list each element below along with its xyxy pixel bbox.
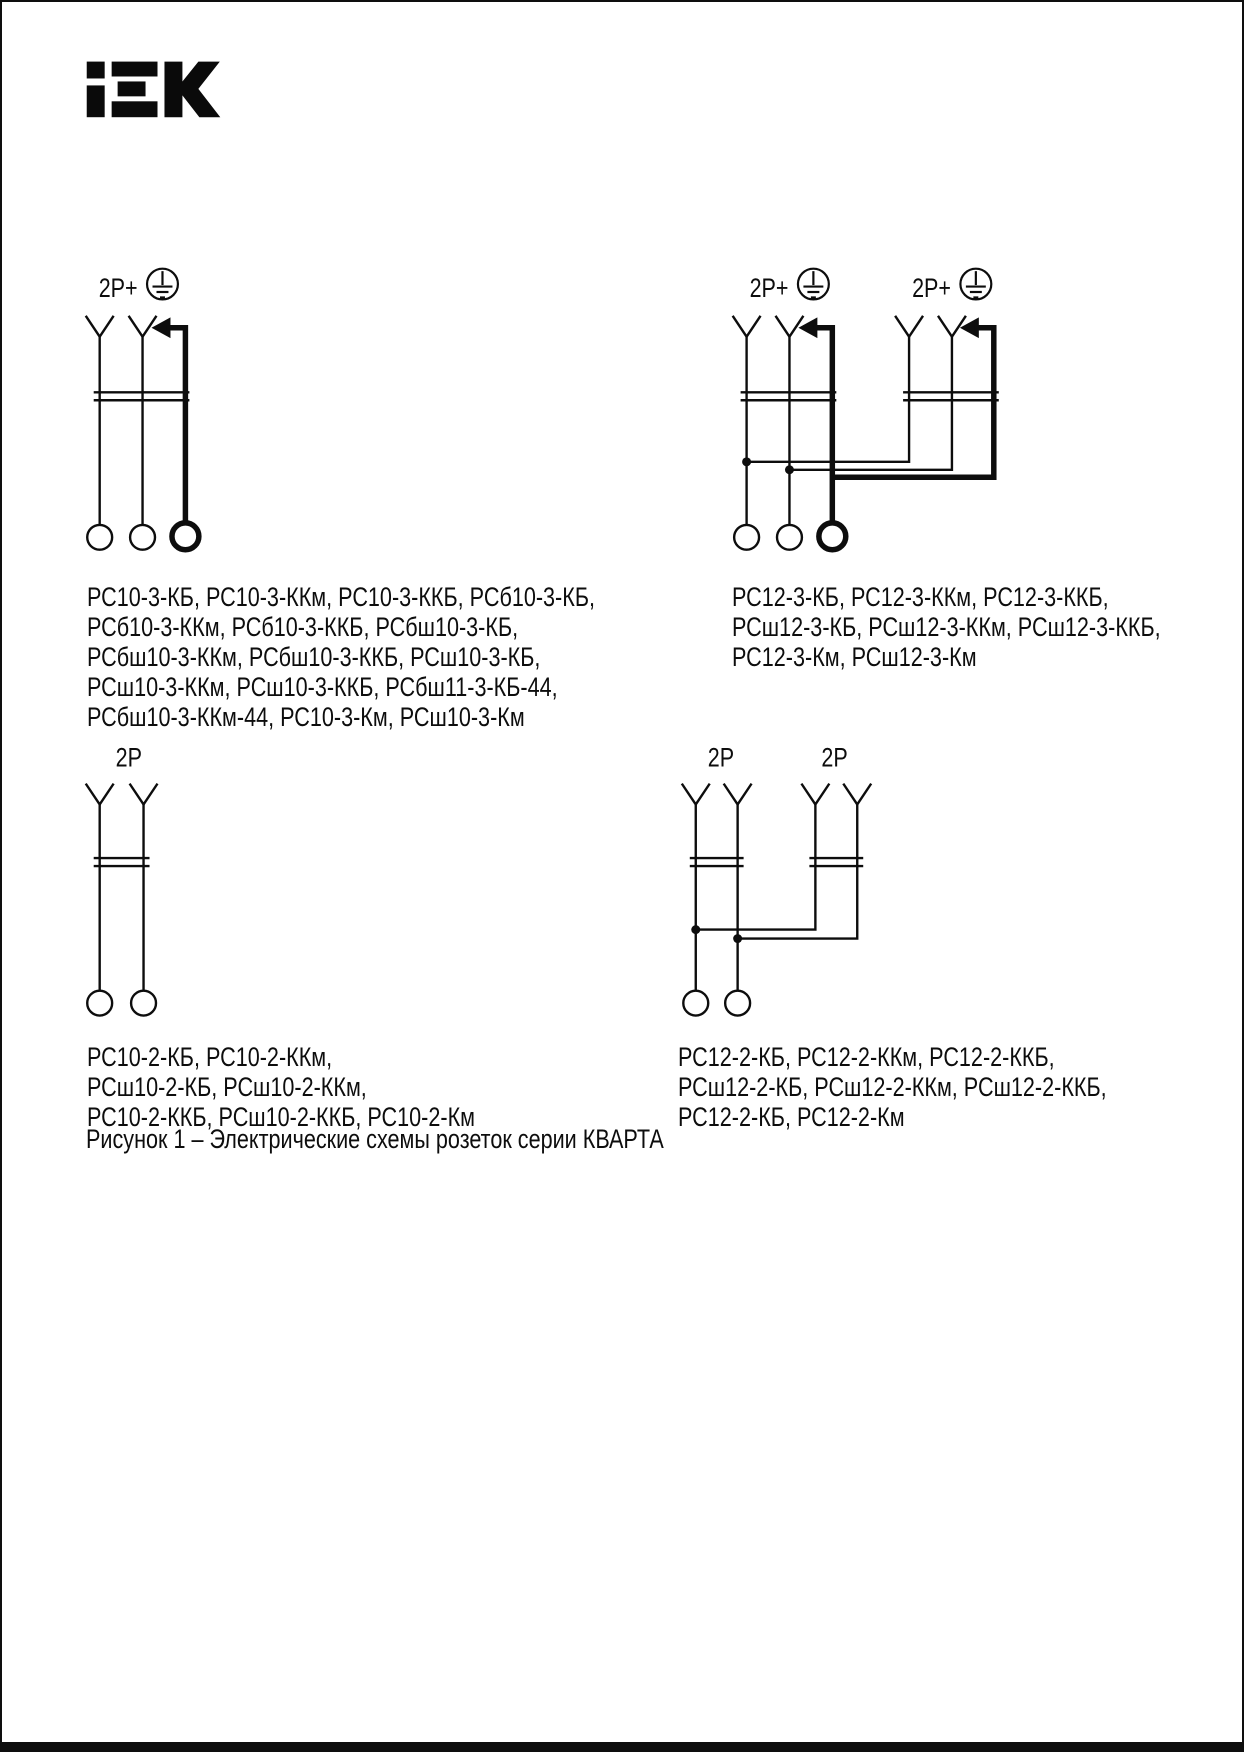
model-list-line: РСш10-3-ККм, РСш10-3-ККБ, РСбш11-3-КБ-44,: [87, 672, 558, 702]
contact-fork: [895, 316, 923, 337]
terminal-circle: [777, 525, 802, 550]
contact-fork: [130, 784, 158, 805]
model-list-bottom-right: [678, 1042, 1107, 1132]
junction-dot: [691, 925, 700, 934]
model-list-line: РСш12-3-КБ, РСш12-3-ККм, РСш12-3-ККБ,: [732, 612, 1161, 642]
pole-label: 2P: [115, 743, 142, 774]
contact-fork: [724, 784, 752, 805]
terminal-circle: [87, 991, 112, 1016]
ground-terminal-circle: [172, 523, 199, 550]
logo-e-mid: [118, 81, 146, 96]
logo-i-dot: [87, 62, 105, 79]
diagram-bottom-left: [86, 744, 158, 1016]
contact-fork: [129, 316, 157, 337]
model-list-bottom-left: [87, 1042, 475, 1132]
link-wire: [738, 804, 858, 938]
earth-ground-icon: [960, 269, 991, 300]
contact-fork: [776, 316, 804, 337]
model-list-top-right: [732, 582, 1161, 672]
ground-wire: [813, 328, 832, 522]
iek-logo: [87, 62, 221, 118]
pole-label: 2P+: [749, 273, 789, 304]
model-list-line: РС10-2-КБ, РС10-2-ККм,: [87, 1042, 333, 1072]
pole-label: 2P+: [98, 273, 138, 304]
ground-wire: [166, 328, 185, 522]
model-list-line: РС10-3-КБ, РС10-3-ККм, РС10-3-ККБ, РСб10-3-КБ,: [87, 582, 596, 612]
contact-fork: [733, 316, 761, 337]
logo-e-top: [112, 62, 158, 77]
contact-fork: [86, 316, 114, 337]
pole-label: 2P: [707, 743, 735, 774]
pole-label: 2P: [821, 743, 848, 774]
model-list-line: РСбш10-3-ККм-44, РС10-3-Км, РСш10-3-Км: [87, 702, 525, 732]
terminal-circle: [683, 991, 708, 1016]
pole-label: 2P+: [912, 273, 951, 304]
model-list-line: РС12-2-КБ, РС12-2-ККм, РС12-2-ККБ,: [678, 1042, 1055, 1072]
contact-fork: [938, 316, 966, 337]
logo-k: [164, 62, 220, 118]
model-list-line: РС10-2-ККБ, РСш10-2-ККБ, РС10-2-Км: [87, 1102, 476, 1132]
link-wire: [789, 337, 951, 470]
model-list-line: РСш10-2-КБ, РСш10-2-ККм,: [87, 1072, 367, 1102]
figure-caption: Рисунок 1 – Электрические схемы розеток серии КВАРТА: [86, 1124, 664, 1154]
logo-e-bottom: [112, 101, 158, 117]
model-list-line: РС12-2-КБ, РС12-2-Км: [678, 1102, 905, 1132]
figure-artwork: [2, 2, 1242, 1742]
earth-ground-icon: [147, 269, 178, 300]
logo-i-stem: [87, 85, 105, 117]
earth-ground-icon: [798, 269, 829, 300]
ground-link-wire: [832, 328, 993, 477]
model-list-line: РСб10-3-ККм, РСб10-3-ККБ, РСбш10-3-КБ,: [87, 612, 519, 642]
model-list-line: РСбш10-3-ККм, РСбш10-3-ККБ, РСш10-3-КБ,: [87, 642, 541, 672]
terminal-circle: [725, 991, 750, 1016]
junction-dot: [733, 934, 742, 943]
model-list-line: РС12-3-КБ, РС12-3-ККм, РС12-3-ККБ,: [732, 582, 1109, 612]
terminal-circle: [130, 525, 155, 550]
terminal-circle: [131, 991, 156, 1016]
junction-dot: [742, 457, 751, 466]
diagram-top-right: [733, 269, 999, 550]
model-list-line: РС12-3-Км, РСш12-3-Км: [732, 642, 977, 672]
model-list-line: РСш12-2-КБ, РСш12-2-ККм, РСш12-2-ККБ,: [678, 1072, 1107, 1102]
diagram-top-left: [86, 269, 199, 550]
terminal-circle: [734, 525, 759, 550]
contact-fork: [682, 784, 710, 805]
ground-terminal-circle: [819, 523, 846, 550]
junction-dot: [785, 465, 794, 474]
contact-fork: [801, 784, 829, 805]
terminal-circle: [87, 525, 112, 550]
model-list-top-left: [87, 582, 595, 732]
contact-fork: [86, 784, 114, 805]
contact-fork: [843, 784, 871, 805]
diagram-bottom-right: [682, 744, 871, 1016]
